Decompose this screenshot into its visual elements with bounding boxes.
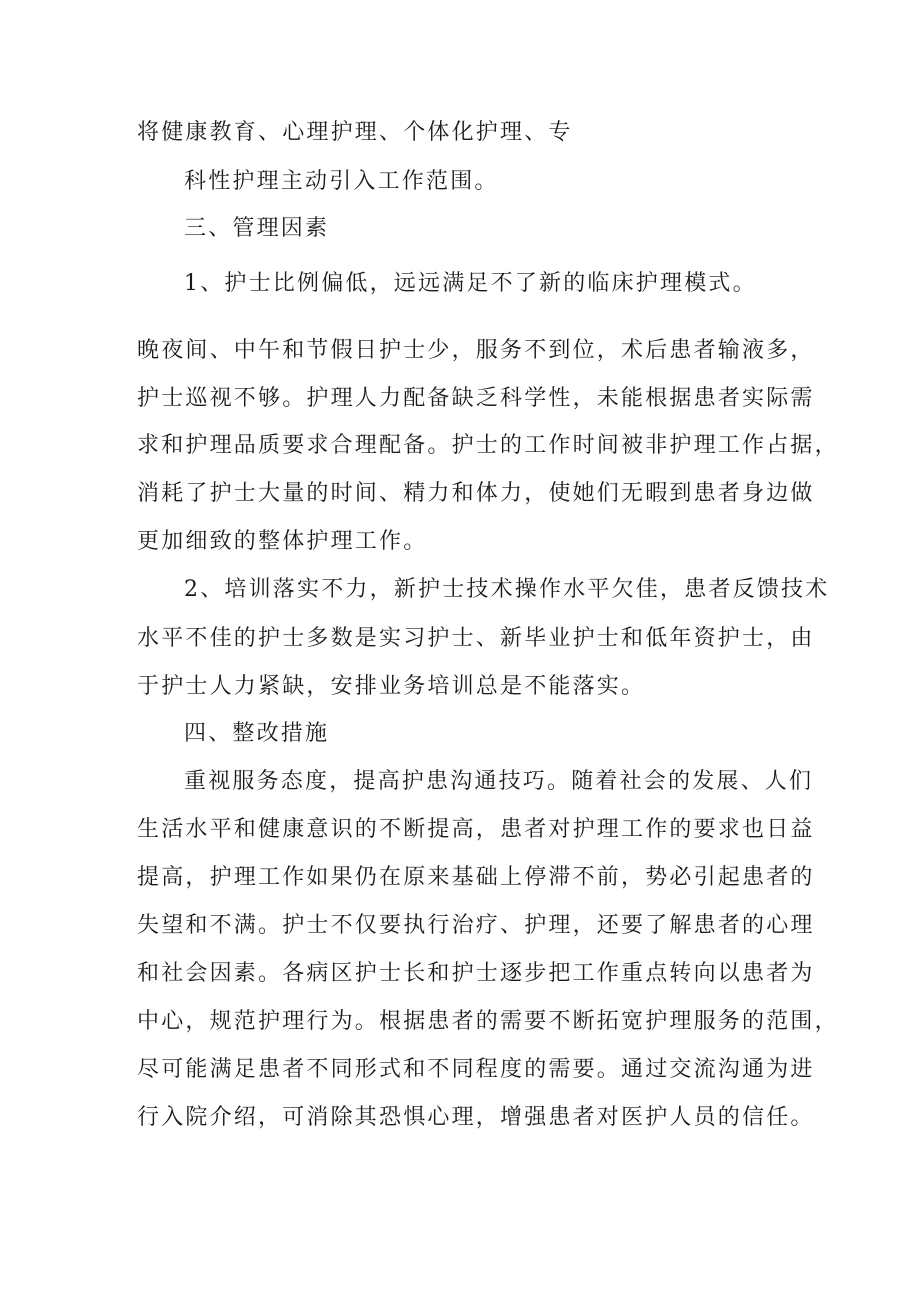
section-heading: 四、整改措施 [184,721,330,746]
text-line: 求和护理品质要求合理配备。护士的工作时间被非护理工作占据， [137,433,839,458]
text-line: 2、培训落实不力，新护士技术操作水平欠佳，患者反馈技术 [184,577,830,602]
text-line: 科性护理主动引入工作范围。 [184,169,499,194]
text-line: 消耗了护士大量的时间、精力和体力，使她们无暇到患者身边做 [137,481,815,506]
text-line: 晚夜间、中午和节假日护士少，服务不到位，术后患者输液多， [137,338,815,363]
text-line: 更加细致的整体护理工作。 [137,529,428,554]
text-line: 和社会因素。各病区护士长和护士逐步把工作重点转向以患者为 [137,961,815,986]
text-line: 提高，护理工作如果仍在原来基础上停滞不前，势必引起患者的 [137,865,815,890]
text-line: 行入院介绍，可消除其恐惧心理，增强患者对医护人员的信任。 [137,1105,815,1130]
text-line: 于护士人力紧缺，安排业务培训总是不能落实。 [137,674,646,699]
text-line: 1、护士比例偏低，远远满足不了新的临床护理模式。 [184,271,757,296]
section-heading: 三、管理因素 [184,216,330,241]
text-line: 将健康教育、心理护理、个体化护理、专 [137,120,573,145]
text-line: 重视服务态度，提高护患沟通技巧。随着社会的发展、人们 [184,769,814,794]
text-line: 水平不佳的护士多数是实习护士、新毕业护士和低年资护士，由 [137,626,815,651]
text-line: 护士巡视不够。护理人力配备缺乏科学性，未能根据患者实际需 [137,386,815,411]
text-line: 尽可能满足患者不同形式和不同程度的需要。通过交流沟通为进 [137,1057,815,1082]
text-line: 生活水平和健康意识的不断提高，患者对护理工作的要求也日益 [137,817,815,842]
text-line: 失望和不满。护士不仅要执行治疗、护理，还要了解患者的心理 [137,913,815,938]
text-line: 中心，规范护理行为。根据患者的需要不断拓宽护理服务的范围， [137,1009,839,1034]
